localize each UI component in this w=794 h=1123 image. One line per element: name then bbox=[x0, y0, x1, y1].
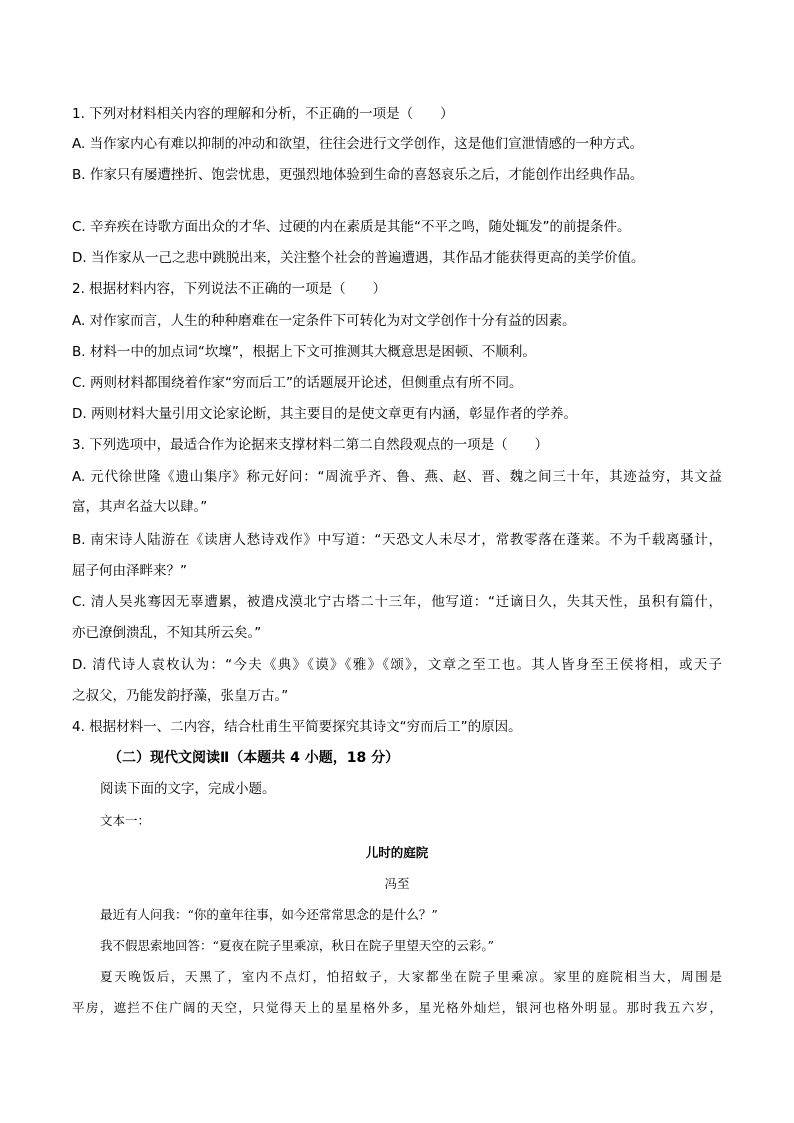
reading-instruction: 阅读下面的文字，完成小题。 bbox=[100, 781, 276, 797]
question-2-option-d: D. 两则材料大量引用文论家论断，其主要目的是使文章更有内涵，彰显作者的学养。 bbox=[72, 406, 577, 422]
question-4-stem: 4. 根据材料一、二内容，结合杜甫生平简要探究其诗文“穷而后工”的原因。 bbox=[72, 719, 522, 735]
text-label: 文本一： bbox=[100, 813, 151, 828]
question-1-option-a: A. 当作家内心有难以抑制的冲动和欲望，往往会进行文学创作，这是他们宣泄情感的一种方式。 bbox=[72, 136, 644, 152]
question-2-option-b: B. 材料一中的加点词“坎壈”，根据上下文可推测其大概意思是困顿、不顺利。 bbox=[72, 344, 536, 360]
question-1-option-c: C. 辛弃疾在诗歌方面出众的才华、过硬的内在素质是其能“不平之鸣，随处辄发”的前提条件。 bbox=[72, 219, 631, 235]
question-3-option-d-line2: 之叔父，乃能发韵抒藻，张皇万古。” bbox=[72, 688, 289, 704]
question-2-option-c: C. 两则材料都围绕着作家“穷而后工”的话题展开论述，但侧重点有所不同。 bbox=[72, 375, 523, 391]
article-paragraph-3-line-1: 夏天晚饭后，天黑了，室内不点灯，怕招蚊子，大家都坐在院子里乘凉。家里的庭院相当大，周围是 bbox=[100, 969, 722, 984]
question-3-option-b-line2: 屈子何由泽畔来？” bbox=[72, 563, 187, 579]
question-3-option-b-line1: B. 南宋诗人陆游在《读唐人愁诗戏作》中写道：“天恐文人未尽才，常教零落在蓬莱。不为千载离骚计， bbox=[72, 532, 722, 548]
question-3-option-a-line2: 富，其声名益大以肆。” bbox=[72, 499, 208, 515]
article-paragraph-2: 我不假思索地回答：“夏夜在院子里乘凉，秋日在院子里望天空的云彩。” bbox=[100, 938, 495, 953]
question-3-option-c-line2: 亦已潦倒溃乱，不知其所云矣。” bbox=[72, 625, 262, 641]
question-3-option-d-line1: D. 清代诗人袁枚认为：“今夫《典》《谟》《雅》《颂》，文章之至工也。其人皆身至王侯将相，或天子 bbox=[72, 657, 722, 673]
question-2-option-a: A. 对作家而言，人生的种种磨难在一定条件下可转化为对文学创作十分有益的因素。 bbox=[72, 313, 576, 329]
question-1-stem: 1. 下列对材料相关内容的理解和分析，不正确的一项是（ ） bbox=[72, 106, 454, 122]
article-paragraph-3-line-2: 平房，遮拦不住广阔的天空，只觉得天上的星星格外多，星光格外灿烂，银河也格外明显。那时我五六岁， bbox=[72, 1000, 722, 1015]
question-3-stem: 3. 下列选项中，最适合作为论据来支撑材料二第二自然段观点的一项是（ ） bbox=[72, 437, 549, 453]
article-paragraph-1: 最近有人问我：“你的童年往事，如今还常常思念的是什么？” bbox=[100, 907, 438, 922]
question-1-option-b: B. 作家只有屡遭挫折、饱尝忧患，更强烈地体验到生命的喜怒哀乐之后，才能创作出经典作品。 bbox=[72, 167, 644, 183]
section-heading: （二）现代文阅读Ⅱ（本题共 4 小题，18 分） bbox=[108, 750, 400, 766]
question-2-stem: 2. 根据材料内容，下列说法不正确的一项是（ ） bbox=[72, 281, 387, 297]
question-1-option-d: D. 当作家从一己之悲中跳脱出来，关注整个社会的普遍遭遇，其作品才能获得更高的美学价值。 bbox=[72, 250, 645, 266]
question-3-option-a-line1: A. 元代徐世隆《遗山集序》称元好问：“周流乎齐、鲁、燕、赵、晋、魏之间三十年，其迹益穷，其文益 bbox=[72, 469, 722, 485]
question-3-option-c-line1: C. 清人吴兆骞因无辜遭累，被遣戍漠北宁古塔二十三年，他写道：“迁谪日久，失其天性，虽积有篇什， bbox=[72, 594, 722, 610]
article-title: 儿时的庭院 bbox=[365, 845, 429, 860]
article-author: 冯至 bbox=[384, 876, 410, 891]
